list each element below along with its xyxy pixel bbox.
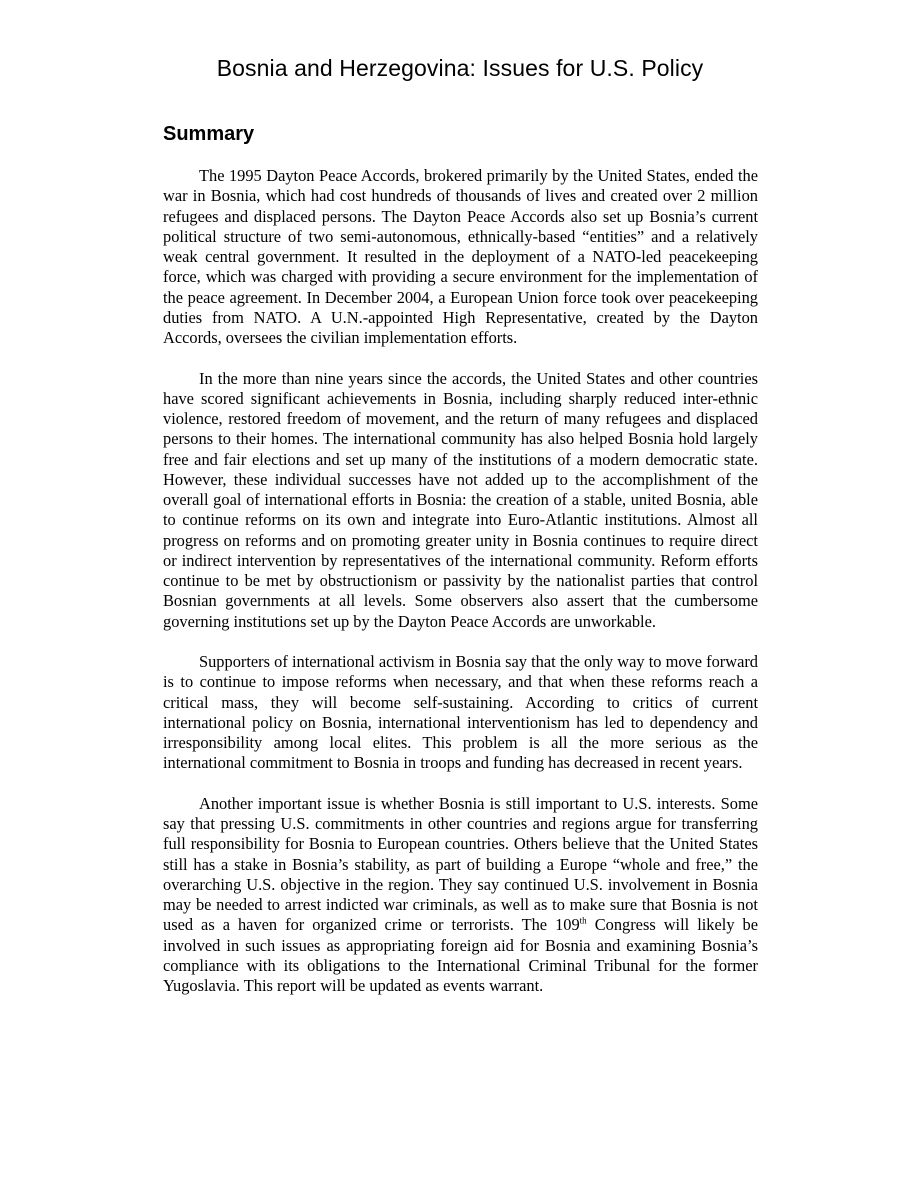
document-title: Bosnia and Herzegovina: Issues for U.S. Policy [216, 55, 704, 81]
paragraph-4-text-end: Congress will likely be involved in such issues as appropriating foreign aid for Bosnia and examining Bosnia’s compliance with its obligations to the International Criminal Tribunal for the former Yugoslavia. This report will be updated as events warrant. [163, 915, 758, 995]
summary-paragraph-4 [163, 794, 758, 997]
summary-paragraph-3: Supporters of international activism in Bosnia say that the only way to move forward is to continue to impose reforms when necessary, and that when these reforms reach a critical mass, they will become self-sustaining. According to critics of current international policy on Bosnia, international interventionism has led to dependency and irresponsibility among local elites. This problem is all the more serious as the international commitment to Bosnia in troops and funding has decreased in recent years. [163, 652, 758, 773]
paragraph-4-text-start: Another important issue is whether Bosnia is still important to U.S. interests. Some say that pressing U.S. commitments in other countries and regions argue for transferring full responsibility for Bosnia to European countries. Others believe that the United States still has a stake in Bosnia’s stability, as part of building a Europe “whole and free,” the overarching U.S. objective in the region. They say continued U.S. involvement in Bosnia may be needed to arrest indicted war criminals, as well as to make sure that Bosnia is not used as a haven for organized crime or terrorists. The 109 [163, 793, 758, 935]
summary-body [163, 166, 758, 996]
section-heading-summary: Summary [163, 123, 255, 145]
ordinal-superscript: th [579, 915, 587, 926]
summary-paragraph-2: In the more than nine years since the accords, the United States and other countries have scored significant achievements in Bosnia, including sharply reduced inter-ethnic violence, restored freedom of movement, and the return of many refugees and displaced persons to their homes. The international community has also helped Bosnia hold largely free and fair elections and set up many of the institutions of a modern democratic state. However, these individual successes have not added up to the accomplishment of the overall goal of international efforts in Bosnia: the creation of a stable, united Bosnia, able to continue reforms on its own and integrate into Euro-Atlantic institutions. Almost all progress on reforms and on promoting greater unity in Bosnia continues to require direct or indirect intervention by representatives of the international community. Reform efforts continue to be met by obstructionism or passivity by the nationalist parties that control Bosnian governments at all levels. Some observers also assert that the cumbersome governing institutions set up by the Dayton Peace Accords are unworkable. [163, 368, 758, 631]
summary-paragraph-1: The 1995 Dayton Peace Accords, brokered primarily by the United States, ended the war in Bosnia, which had cost hundreds of thousands of lives and created over 2 million refugees and displaced persons. The Dayton Peace Accords also set up Bosnia’s current political structure of two semi-autonomous, ethnically-based “entities” and a relatively weak central government. It resulted in the deployment of a NATO-led peacekeeping force, which was charged with providing a secure environment for the implementation of the peace agreement. In December 2004, a European Union force took over peacekeeping duties from NATO. A U.N.-appointed High Representative, created by the Dayton Accords, oversees the civilian implementation efforts. [163, 166, 758, 347]
